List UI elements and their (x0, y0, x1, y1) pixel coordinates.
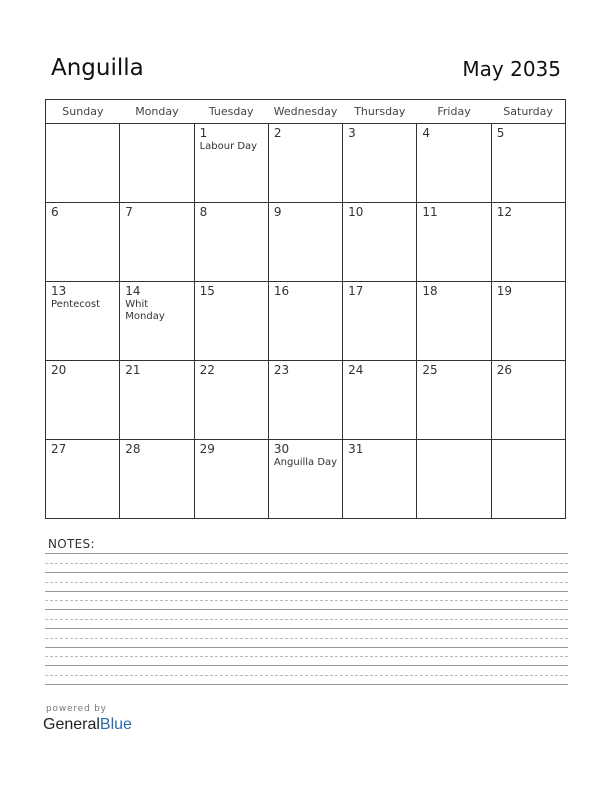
day-cell (417, 282, 491, 361)
day-cell (46, 124, 120, 203)
day-number: 8 (199, 205, 208, 219)
week-row (46, 282, 566, 361)
weekday-wednesday: Wednesday (268, 100, 342, 124)
day-number: 4 (422, 126, 431, 140)
day-cell (343, 282, 417, 361)
notes-guide-line (45, 675, 568, 676)
holiday-label: Whit Monday (125, 299, 165, 322)
day-number: 23 (273, 363, 290, 377)
notes-guide-line (45, 563, 568, 564)
day-number: 14 (125, 284, 141, 298)
weekday-saturday: Saturday (491, 100, 565, 124)
day-cell (491, 282, 565, 361)
day-cell (268, 203, 342, 282)
day-cell (417, 361, 491, 440)
day-cell (417, 440, 491, 519)
day-cell (120, 203, 194, 282)
country-title: Anguilla (51, 55, 144, 81)
day-number: 10 (348, 205, 364, 219)
day-number: 12 (496, 205, 512, 219)
calendar-grid (45, 99, 566, 519)
brand-logo[interactable] (43, 716, 132, 734)
brand-blue: Blue (99, 716, 132, 733)
day-cell (268, 440, 342, 519)
day-cell (194, 124, 268, 203)
day-cell (491, 124, 565, 203)
day-number: 11 (422, 205, 438, 219)
day-number: 28 (125, 442, 141, 456)
day-cell (268, 282, 342, 361)
notes-guide-line (45, 619, 568, 620)
day-cell (343, 440, 417, 519)
notes-label: NOTES: (48, 537, 95, 551)
day-number: 2 (273, 126, 282, 140)
day-number: 18 (422, 284, 438, 298)
day-number: 9 (273, 205, 282, 219)
notes-guide-line (45, 656, 568, 657)
day-cell (491, 361, 565, 440)
day-cell (120, 282, 194, 361)
week-row (46, 440, 566, 519)
notes-guide-line (45, 600, 568, 601)
day-cell (491, 440, 565, 519)
day-cell (268, 361, 342, 440)
day-cell (343, 361, 417, 440)
notes-line (45, 684, 568, 685)
day-number: 1 (199, 126, 208, 140)
day-cell (417, 124, 491, 203)
day-number: 3 (348, 126, 356, 140)
weekday-monday: Monday (120, 100, 194, 124)
day-number: 5 (496, 126, 505, 140)
day-number: 26 (496, 363, 512, 377)
holiday-label: Pentecost (51, 299, 100, 310)
day-number: 22 (199, 363, 215, 377)
week-row (46, 203, 566, 282)
day-number: 19 (496, 284, 512, 298)
notes-line (45, 553, 568, 554)
day-number: 29 (199, 442, 215, 456)
week-row (46, 124, 566, 203)
day-cell (194, 282, 268, 361)
day-cell (343, 124, 417, 203)
day-number: 25 (422, 363, 438, 377)
day-cell (120, 440, 194, 519)
day-cell (120, 361, 194, 440)
day-cell (491, 203, 565, 282)
day-cell (194, 361, 268, 440)
weekday-header-row (46, 100, 566, 124)
day-number: 21 (125, 363, 141, 377)
day-number: 27 (51, 442, 67, 456)
day-cell (46, 203, 120, 282)
notes-line (45, 572, 568, 573)
powered-by-text: powered by (46, 704, 107, 714)
weekday-friday: Friday (417, 100, 491, 124)
day-cell (194, 440, 268, 519)
day-number: 24 (348, 363, 364, 377)
day-cell (46, 282, 120, 361)
day-cell (46, 361, 120, 440)
day-number: 20 (51, 363, 67, 377)
day-cell (46, 440, 120, 519)
notes-line (45, 647, 568, 648)
brand-general: General (43, 716, 100, 733)
holiday-label: Anguilla Day (273, 457, 338, 468)
day-number: 15 (199, 284, 215, 298)
day-cell (343, 203, 417, 282)
notes-guide-line (45, 638, 568, 639)
day-number: 30 (273, 442, 290, 456)
day-number: 16 (273, 284, 290, 298)
weekday-sunday: Sunday (46, 100, 120, 124)
day-cell (268, 124, 342, 203)
notes-line (45, 591, 568, 592)
day-number: 31 (348, 442, 364, 456)
notes-guide-line (45, 582, 568, 583)
holiday-label: Labour Day (199, 141, 258, 152)
day-cell (120, 124, 194, 203)
notes-line (45, 628, 568, 629)
weekday-thursday: Thursday (343, 100, 417, 124)
day-cell (417, 203, 491, 282)
day-number: 17 (348, 284, 364, 298)
month-title: May 2035 (462, 57, 561, 81)
notes-line (45, 665, 568, 666)
day-number: 13 (51, 284, 67, 298)
notes-line (45, 609, 568, 610)
day-cell (194, 203, 268, 282)
weekday-tuesday: Tuesday (194, 100, 268, 124)
day-number: 6 (51, 205, 59, 219)
day-number: 7 (125, 205, 133, 219)
week-row (46, 361, 566, 440)
